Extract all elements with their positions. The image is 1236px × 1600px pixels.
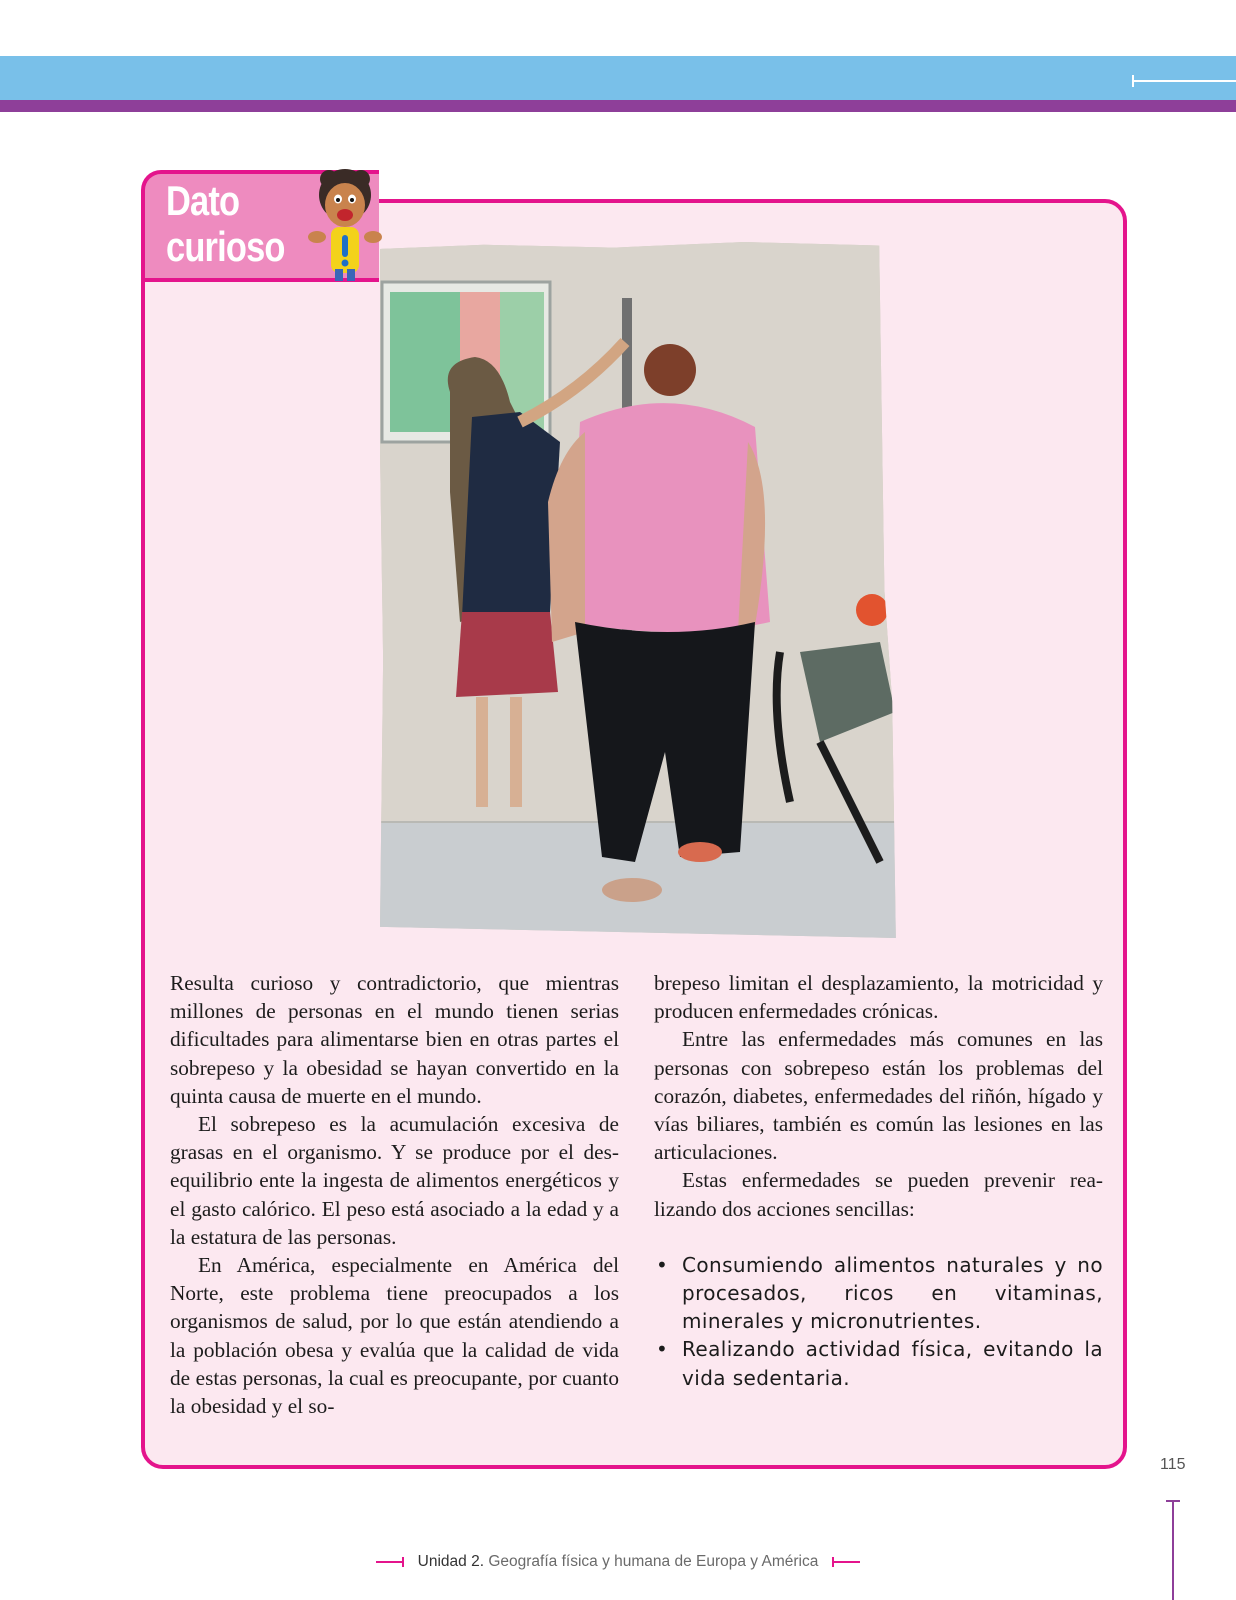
paragraph-diseases: Entre las enfermedades más comunes en las personas con sobrepeso están los problemas del corazón, diabetes, enfermedades del riñón, hígado y vías biliares, también es común las lesiones en las articulaciones.: [654, 1027, 1103, 1165]
footer-unit: Unidad 2.: [417, 1553, 485, 1570]
footer-deco-left: [376, 1561, 404, 1563]
paragraph-prevention: Estas enfermedades se pueden prevenir realizando dos acciones sencillas:: [654, 1168, 1103, 1221]
header-band-purple: [0, 100, 1236, 112]
mascot-icon: [305, 165, 387, 283]
header-band-blue: [0, 56, 1236, 100]
header-band-tick: [1132, 75, 1134, 87]
footer-title: Geografía física y humana de Europa y América: [488, 1553, 819, 1570]
curious-fact-title: [166, 178, 305, 270]
paragraph-america: En América, especialmente en América del Norte, este problema tiene preocupados a los organismos de salud, por lo que están atendiendo a la población obesa y evalúa que la calidad de vida de estas personas, la cual es preocupante, por cuanto la obesidad y el so-: [170, 1253, 619, 1419]
footer: [0, 1553, 1236, 1571]
paragraph-continuation: brepeso limitan el desplazamiento, la motricidad y producen enfermedades crónicas.: [654, 971, 1103, 1024]
paragraph-definition: El sobrepeso es la acumulación excesiva de grasas en el organismo. Y se produce por el desequilibrio ente la ingesta de alimentos energéticos y el gasto calórico. El peso está asociado a la edad y a la estatura de las personas.: [170, 1112, 619, 1249]
list-item: • Consumiendo alimentos naturales y no procesados, ricos en vitaminas, minerales y micronutrientes.: [654, 1251, 1103, 1336]
header-band-line: [1132, 80, 1236, 82]
margin-line: [1172, 1500, 1174, 1600]
text-column-right: [654, 969, 1103, 1392]
paragraph-intro: Resulta curioso y contradictorio, que mientras millones de personas en el mundo tienen serias dificultades para alimentarse bien en otras partes el sobrepeso y la obesidad se hayan convertido en la quinta causa de muerte en el mundo.: [170, 971, 619, 1108]
footer-deco-right: [832, 1561, 860, 1563]
text-column-left: [170, 969, 619, 1420]
prevention-list: [654, 1251, 1103, 1392]
title-line-1: Dato: [166, 177, 240, 224]
title-line-2: curioso: [166, 223, 285, 270]
list-item: • Realizando actividad física, evitando la vida sedentaria.: [654, 1335, 1103, 1391]
page-number: 115: [1160, 1456, 1186, 1473]
weighing-photo: [380, 242, 900, 938]
